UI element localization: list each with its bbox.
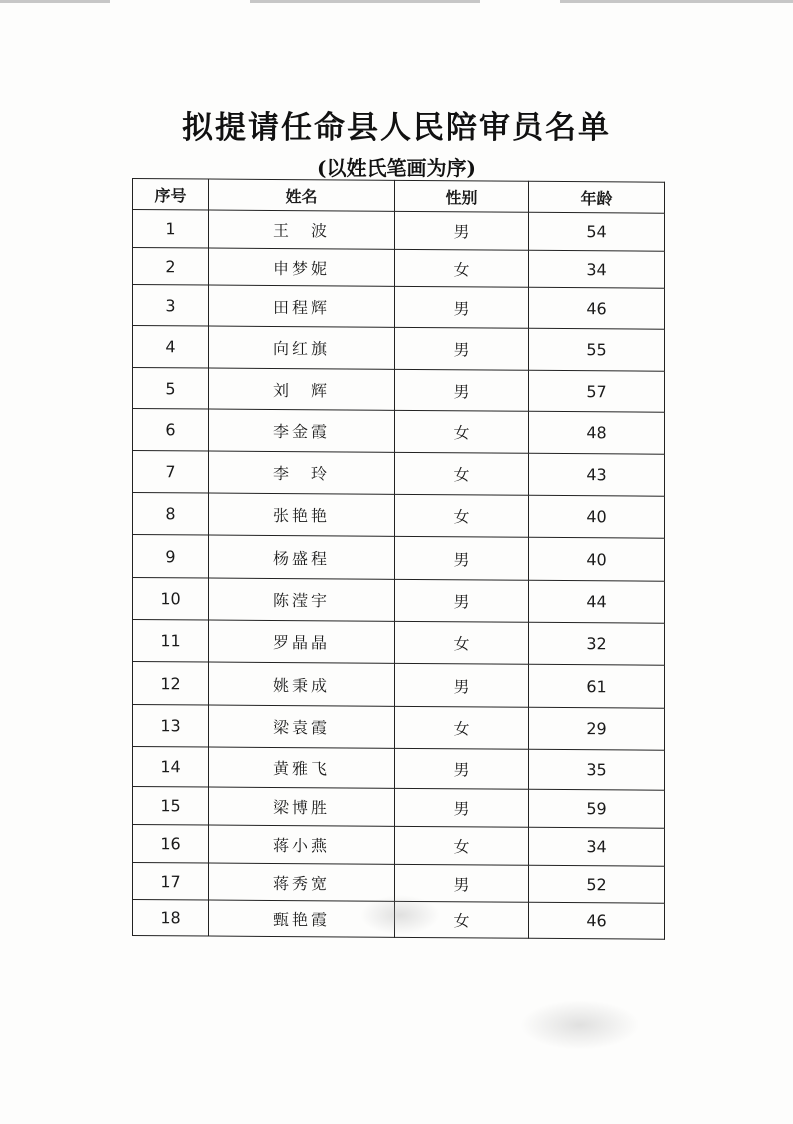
cell-gender: 男 [395,536,529,580]
cell-gender: 男 [395,579,529,622]
cell-gender: 男 [395,748,529,789]
cell-gender: 男 [395,211,529,250]
cell-name: 杨盛程 [209,535,395,579]
cell-gender: 女 [395,249,529,287]
cell-name: 梁博胜 [209,787,395,826]
cell-age: 29 [529,707,665,750]
cell-age: 32 [529,622,665,665]
table-header-row [133,179,665,214]
cell-name: 田程辉 [209,285,395,327]
table-row [133,705,665,751]
table-row [133,451,665,497]
cell-gender: 女 [395,901,529,938]
cell-number: 4 [133,326,209,369]
cell-number: 8 [133,493,209,536]
cell-age: 40 [529,537,665,581]
scan-edge-mark [560,0,793,3]
table-row [133,535,665,582]
cell-name: 陈滢宇 [209,578,395,621]
cell-number: 16 [133,825,209,864]
cell-gender: 男 [395,663,529,707]
cell-gender: 女 [395,410,529,453]
cell-age: 54 [529,212,665,251]
cell-age: 46 [529,902,665,939]
cell-number: 1 [133,210,209,249]
cell-name: 甄艳霞 [209,900,395,937]
cell-number: 7 [133,451,209,494]
cell-number: 2 [133,248,209,286]
table-row [133,248,665,289]
cell-name: 李金霞 [209,409,395,452]
scan-smudge [520,1000,640,1050]
cell-name: 蒋秀宽 [209,863,395,901]
cell-name: 李 玲 [209,451,395,494]
cell-gender: 女 [395,826,529,865]
cell-age: 34 [529,250,665,288]
cell-age: 59 [529,789,665,828]
cell-age: 40 [529,495,665,538]
cell-number: 5 [133,368,209,410]
cell-age: 48 [529,411,665,454]
cell-gender: 男 [395,864,529,902]
cell-gender: 男 [395,369,529,411]
cell-age: 52 [529,865,665,903]
table-row [133,210,665,252]
cell-name: 王 波 [209,210,395,249]
table-row [133,662,665,709]
cell-name: 张艳艳 [209,493,395,536]
cell-gender: 女 [395,494,529,537]
document-title: 拟提请任命县人民陪审员名单 [182,110,611,146]
table-row [133,326,665,372]
cell-number: 3 [133,285,209,327]
table-body [133,210,665,940]
cell-number: 15 [133,787,209,826]
cell-gender: 女 [395,706,529,749]
cell-gender: 女 [395,621,529,664]
cell-age: 34 [529,827,665,866]
cell-name: 黄雅飞 [209,747,395,788]
cell-name: 申梦妮 [209,248,395,286]
table-row [133,493,665,539]
cell-number: 17 [133,863,209,901]
cell-gender: 女 [395,452,529,495]
cell-name: 向红旗 [209,326,395,369]
cell-number: 12 [133,662,209,706]
scan-edge-mark [0,0,110,3]
cell-name: 姚秉成 [209,662,395,706]
cell-age: 61 [529,664,665,708]
cell-age: 55 [529,328,665,371]
cell-age: 46 [529,287,665,329]
juror-table-container [132,178,664,940]
header-gender: 性别 [395,180,529,212]
table-row [133,578,665,624]
document-subtitle: (以姓氏笔画为序) [317,156,476,180]
header-number: 序号 [133,179,209,211]
cell-number: 6 [133,409,209,452]
cell-gender: 男 [395,327,529,370]
header-name: 姓名 [209,179,395,211]
cell-age: 35 [529,749,665,790]
scan-edge-mark [250,0,480,3]
table-row [133,787,665,829]
table-row [133,825,665,867]
cell-name: 罗晶晶 [209,620,395,663]
cell-age: 57 [529,370,665,412]
cell-gender: 男 [395,788,529,827]
cell-number: 13 [133,705,209,748]
cell-number: 14 [133,747,209,788]
juror-table [132,178,665,940]
cell-number: 9 [133,535,209,579]
cell-gender: 男 [395,286,529,328]
table-row [133,747,665,791]
table-row [133,620,665,666]
cell-number: 10 [133,578,209,621]
cell-number: 11 [133,620,209,663]
cell-name: 刘 辉 [209,368,395,410]
table-row [133,368,665,413]
header-age: 年龄 [529,181,665,213]
cell-number: 18 [133,900,209,937]
scan-smudge [360,895,440,935]
table-row [133,285,665,330]
cell-name: 梁袁霞 [209,705,395,748]
cell-age: 43 [529,453,665,496]
table-row [133,409,665,455]
cell-age: 44 [529,580,665,623]
cell-name: 蒋小燕 [209,825,395,864]
